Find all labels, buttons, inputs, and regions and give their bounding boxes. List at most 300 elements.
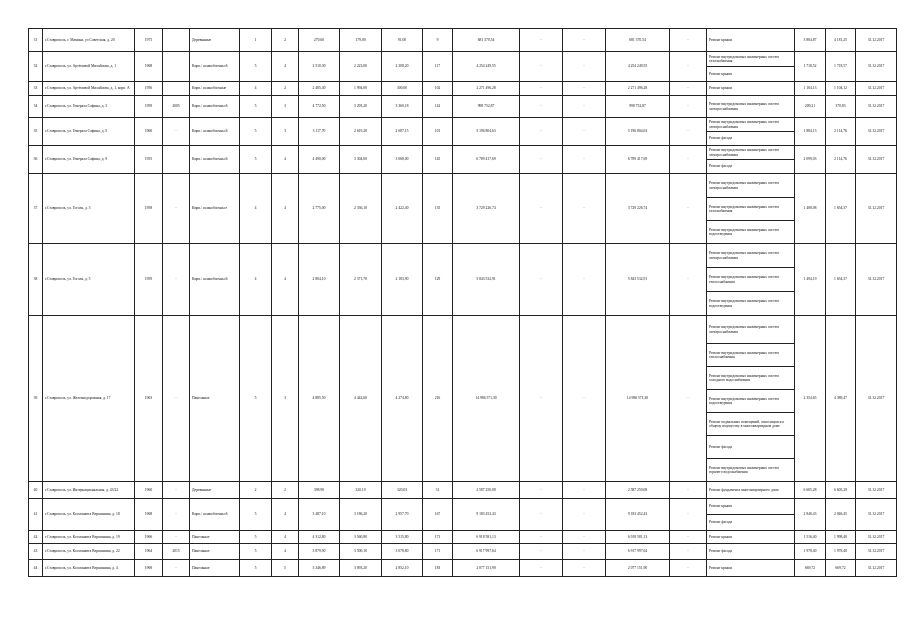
fund-source-3: 6 918 581,13 [606,531,670,544]
total-area: 4 312,80 [299,531,340,544]
total-area: 4 772,50 [299,96,340,118]
year-reconstruction: - [163,531,190,544]
fund-source-4: - [670,52,707,82]
max-unit-cost: 4 181,25 [826,29,856,52]
row-number: 35 [29,118,43,146]
completion-date: 31.12.2017 [856,174,897,244]
repair-cost-total: 2 077 151,90 [453,560,520,577]
table-row [29,544,897,560]
living-area: 3 500,10 [340,544,382,560]
area-owned: 2 957,70 [382,499,423,531]
fund-source-2: - [563,244,606,316]
completion-date: 31.12.2017 [856,499,897,531]
max-unit-cost: 669,72 [826,560,856,577]
year-reconstruction [163,29,190,52]
fund-source-3: 14 986 571,30 [606,316,670,482]
fund-source-1: - [520,146,563,174]
entrances: 5 [272,560,299,577]
table-row [29,560,897,577]
work-type: Ремонт внутридомовых инженерных систем водоотведения [707,221,795,244]
living-area: 3 093,20 [340,560,382,577]
work-type: Ремонт фасада [707,436,795,459]
max-unit-cost: 2 114,76 [826,118,856,146]
entrances: 4 [272,499,299,531]
address: г.Ставрополь, г. Мамина, ул Советская, д. 20 [43,29,135,52]
fund-source-4: - [670,29,707,52]
floors: 5 [240,52,272,82]
completion-date: 31.12.2017 [856,29,897,52]
table-row [29,482,897,499]
max-unit-cost: 6 605,29 [826,482,856,499]
living-area: 3 304,00 [340,146,382,174]
fund-source-2: - [563,316,606,482]
unit-cost: 1 408,08 [795,174,826,244]
year-reconstruction: - [163,499,190,531]
work-type: Ремонт фасада [707,160,795,174]
living-area: 179,00 [340,29,382,52]
fund-source-4: - [670,96,707,118]
work-type: Ремонт внутридомовых инженерных систем теплоснабжения [707,268,795,292]
repair-cost-total: 5 196 804,63 [453,118,520,146]
repair-cost-total: 2 587 250,08 [453,482,520,499]
completion-date: 31.12.2017 [856,82,897,96]
fund-source-1: - [520,174,563,244]
wall-material: Кирп./ шлакоблочные [190,82,240,96]
row-number: 40 [29,482,43,499]
repair-cost-total: 6 918 581,13 [453,531,520,544]
table-row [29,52,897,67]
residents: 9 [423,29,453,52]
repair-cost-total: 5 843 532,91 [453,244,520,316]
year-built: 1969 [135,560,163,577]
living-area: 1 994,00 [340,82,382,96]
wall-material: Панельные [190,531,240,544]
area-owned: 2 687,15 [382,118,423,146]
wall-material: Кирп./ шлакоблочны й [190,118,240,146]
floors: 2 [240,482,272,499]
table-row [29,118,897,132]
floors: 1 [240,29,272,52]
area-owned: 2 183,90 [382,244,423,316]
unit-cost: 1 718,52 [795,52,826,82]
work-type: Ремонт подвальных помещений, относящихся к общему имуществу в многоквартирном доме [707,413,795,436]
unit-cost: 1 884,13 [795,118,826,146]
repair-cost-total: 4 254 249,55 [453,52,520,82]
completion-date: 31.12.2017 [856,531,897,544]
total-area: 2 405,40 [299,82,340,96]
wall-material: Кирп./ шлакоблочны е [190,174,240,244]
living-area: 4 442,60 [340,316,382,482]
area-owned: 3 515,80 [382,531,423,544]
repair-cost-total: 14 986 571,30 [453,316,520,482]
table-row [29,244,897,268]
fund-source-2: - [563,96,606,118]
work-type: Ремонт внутридомовых инженерных систем водоотведения [707,292,795,316]
fund-source-2: - [563,544,606,560]
living-area: 3 186,20 [340,499,382,531]
work-type: Ремонт фундамента многоквартирного дома [707,482,795,499]
fund-source-1: - [520,544,563,560]
residents: 129 [423,244,453,316]
row-number: 32 [29,52,43,82]
fund-source-4: - [670,82,707,96]
fund-source-1: - [520,482,563,499]
total-area: 3 487,10 [299,499,340,531]
year-reconstruction: - [163,316,190,482]
row-number: 33 [29,82,43,96]
year-built: 1959 [135,244,163,316]
address: г.Ставрополь, ул. Космонавта Вершинина, д. 22 [43,544,135,560]
fund-source-1: - [520,316,563,482]
fund-source-2: - [563,482,606,499]
fund-source-1: - [520,82,563,96]
table-row [29,29,897,52]
entrances: 3 [272,96,299,118]
fund-source-4: - [670,499,707,531]
completion-date: 31.12.2017 [856,96,897,118]
completion-date: 31.12.2017 [856,146,897,174]
row-number: 41 [29,499,43,531]
address: г.Ставрополь, ул. Гоголя, д. 5 [43,244,135,316]
table-row [29,96,897,118]
row-number: 42 [29,531,43,544]
completion-date: 31.12.2017 [856,244,897,316]
total-area: 398,90 [299,482,340,499]
row-number: 39 [29,316,43,482]
work-type: Ремонт внутридомовых инженерных систем электроснабжения [707,146,795,160]
fund-source-1: - [520,531,563,544]
address: г.Ставрополь, ул. Артёмовой Михайлова, д. 1, корп. А [43,82,135,96]
fund-source-1: - [520,244,563,316]
residents: 167 [423,499,453,531]
completion-date: 31.12.2017 [856,560,897,577]
area-owned: 4 274,80 [382,316,423,482]
fund-source-2: - [563,499,606,531]
fund-source-1: - [520,29,563,52]
document-sheet [28,28,885,577]
entrances: 4 [272,544,299,560]
year-built: 1963 [135,316,163,482]
residents: 171 [423,531,453,544]
repair-cost-total: 998 752,87 [453,96,520,118]
unit-cost: 1 104,13 [795,82,826,96]
repair-cost-total: 9 183 452,43 [453,499,520,531]
total-area: 3 117,70 [299,118,340,146]
address: г.Ставрополь, ул. Космонавта Вершинина, д. 18 [43,499,135,531]
total-area: 4 885,50 [299,316,340,482]
repair-program-table [28,28,897,577]
row-number: 31 [29,29,43,52]
entrances: 4 [272,146,299,174]
work-type: Ремонт крыши [707,29,795,52]
unit-cost: 2 354,65 [795,316,826,482]
year-reconstruction [163,146,190,174]
work-type: Ремонт внутридомовых инженерных систем холодного водоснабжения [707,367,795,390]
year-reconstruction: - [163,482,190,499]
repair-cost-total: 6 917 997,64 [453,544,520,560]
work-type: Ремонт фасада [707,515,795,531]
entrances: 4 [272,531,299,544]
fund-source-3: 6 917 997,64 [606,544,670,560]
wall-material: Деревянные [190,29,240,52]
work-type: Ремонт внутридомовых инженерных систем электроснабжения [707,118,795,132]
repair-cost-total: 681 370,54 [453,29,520,52]
address: г.Ставрополь, ул. Интернациональная, д. 43/22 [43,482,135,499]
address: г.Ставрополь, ул. Гоголя, д. 3 [43,174,135,244]
unit-cost: 1 978,40 [795,544,826,560]
year-built: 1958 [135,174,163,244]
fund-source-3: 3 729 226,74 [606,174,670,244]
fund-source-1: - [520,52,563,82]
year-built: 1966 [135,531,163,544]
row-number: 43 [29,544,43,560]
work-type: Ремонт внутридомовых инженерных систем газоснабжения [707,52,795,67]
floors: 4 [240,244,272,316]
wall-material: Кирп./ шлакоблочны й [190,146,240,174]
area-owned: 3 360,18 [382,96,423,118]
fund-source-4: - [670,244,707,316]
residents: 117 [423,52,453,82]
max-unit-cost: 4 389,47 [826,316,856,482]
year-built: 1975 [135,29,163,52]
year-reconstruction: - [163,174,190,244]
floors: 4 [240,82,272,96]
unit-cost: 209,21 [795,96,826,118]
work-type: Ремонт внутридомовых инженерных систем газоснабжения [707,198,795,221]
work-type: Ремонт крыши [707,67,795,82]
wall-material: Кирп./ шлакоблочны й [190,244,240,316]
fund-source-1: - [520,560,563,577]
completion-date: 31.12.2017 [856,482,897,499]
max-unit-cost: 1 654,37 [826,244,856,316]
fund-source-1: - [520,499,563,531]
year-reconstruction: - [163,560,190,577]
area-owned: 2 852,10 [382,560,423,577]
entrances: 3 [272,316,299,482]
total-area: 2 775,00 [299,174,340,244]
repair-cost-total: 3 729 226,74 [453,174,520,244]
fund-source-3: 9 183 452,43 [606,499,670,531]
table-row [29,316,897,344]
floors: 5 [240,316,272,482]
fund-source-4: - [670,560,707,577]
wall-material: Панельные [190,544,240,560]
repair-cost-total: 6 789 417,69 [453,146,520,174]
max-unit-cost: 1 104,12 [826,82,856,96]
entrances: 3 [272,118,299,146]
fund-source-3: 2 271 496,28 [606,82,670,96]
max-unit-cost: 1 654,37 [826,174,856,244]
work-type: Ремонт фасада [707,132,795,146]
address: г.Ставрополь, ул. Генерала Сафина, д. 3 [43,96,135,118]
floors: 5 [240,96,272,118]
table-row [29,531,897,544]
total-area: 270,60 [299,29,340,52]
work-type: Ремонт внутридомовых инженерных систем электроснабжения [707,244,795,268]
fund-source-4: - [670,174,707,244]
entrances: 2 [272,482,299,499]
fund-source-4: - [670,316,707,482]
fund-source-2: - [563,174,606,244]
living-area: 2 336,10 [340,174,382,244]
fund-source-3: 5 196 804,63 [606,118,670,146]
unit-cost: 6 605,28 [795,482,826,499]
fund-source-2: - [563,560,606,577]
unit-cost: 1 516,40 [795,531,826,544]
year-built: 1959 [135,96,163,118]
year-reconstruction [163,52,190,82]
address: г.Ставрополь, ул. Генерала Сафина, д. 5 [43,118,135,146]
entrances: 2 [272,82,299,96]
total-area: 2 804,10 [299,244,340,316]
living-area: 2 223,00 [340,52,382,82]
total-area: 2 510,30 [299,52,340,82]
work-type: Ремонт крыши [707,82,795,96]
fund-source-1: - [520,96,563,118]
unit-cost: 3 804,87 [795,29,826,52]
completion-date: 31.12.2017 [856,52,897,82]
table-row [29,146,897,160]
row-number: 44 [29,560,43,577]
fund-source-4: - [670,482,707,499]
entrances: 2 [272,29,299,52]
year-built: 1960 [135,118,163,146]
entrances: 4 [272,244,299,316]
fund-source-4: - [670,118,707,146]
work-type: Ремонт крыши [707,499,795,515]
residents: 31 [423,482,453,499]
fund-source-2: - [563,29,606,52]
unit-cost: 2 099,03 [795,146,826,174]
work-type: Ремонт внутридомовых инженерных систем электроснабжения [707,96,795,118]
floors: 5 [240,118,272,146]
table-row [29,174,897,198]
floors: 5 [240,146,272,174]
row-number: 38 [29,244,43,316]
floors: 5 [240,560,272,577]
table-row [29,82,897,96]
total-area: 4 490,00 [299,146,340,174]
fund-source-2: - [563,52,606,82]
max-unit-cost: 2 846,45 [826,499,856,531]
residents: 102 [423,82,453,96]
year-built: 1964 [135,544,163,560]
area-owned: 2 422,40 [382,174,423,244]
living-area: 320,10 [340,482,382,499]
max-unit-cost: 1 718,57 [826,52,856,82]
work-type: Ремонт внутридомовых инженерных систем горячего водоснабжения [707,459,795,482]
wall-material: Кирп./ шлакоблочны й [190,96,240,118]
max-unit-cost: 1 998,40 [826,531,856,544]
address: г.Ставрополь, ул. Космонавта Вершинина, д. 4 [43,560,135,577]
fund-source-2: - [563,82,606,96]
floors: 5 [240,499,272,531]
fund-source-3: 5 843 532,91 [606,244,670,316]
floors: 4 [240,174,272,244]
year-reconstruction: 2005 [163,96,190,118]
entrances: 4 [272,174,299,244]
address: г.Ставрополь, ул. Артёмовой Михайлова, д. 1 [43,52,135,82]
year-reconstruction: 2015 [163,544,190,560]
row-number: 36 [29,146,43,174]
repair-cost-total: 2 271 496,28 [453,82,520,96]
wall-material: Деревянные [190,482,240,499]
living-area: 2 619,20 [340,118,382,146]
total-area: 3 346,89 [299,560,340,577]
fund-source-2: - [563,531,606,544]
floors: 5 [240,531,272,544]
work-type: Ремонт внутридомовых инженерных систем теплоснабжения [707,344,795,367]
completion-date: 31.12.2017 [856,316,897,482]
year-reconstruction [163,82,190,96]
fund-source-2: - [563,146,606,174]
wall-material: Кирп./ шлакоблочны й [190,52,240,82]
residents: 145 [423,146,453,174]
area-owned: 3 068,00 [382,146,423,174]
living-area: 2 371,70 [340,244,382,316]
work-type: Ремонт крыши [707,560,795,577]
fund-source-3: 2 077 151,90 [606,560,670,577]
year-built: 1955 [135,146,163,174]
residents: 101 [423,118,453,146]
year-reconstruction: - [163,118,190,146]
wall-material: Панельные [190,560,240,577]
row-number: 34 [29,96,43,118]
row-number: 37 [29,174,43,244]
fund-source-4: - [670,146,707,174]
residents: 142 [423,96,453,118]
area-owned: 91,00 [382,29,423,52]
max-unit-cost: 370,83 [826,96,856,118]
table-row [29,499,897,515]
living-area: 3 560,80 [340,531,382,544]
wall-material: Кирп./ шлакоблочны й [190,499,240,531]
work-type: Ремонт крыши [707,531,795,544]
entrances: 4 [272,52,299,82]
fund-source-3: 6 789 417,69 [606,146,670,174]
fund-source-1: - [520,118,563,146]
address: г.Ставрополь, ул. Генерала Сафина, д. 9 [43,146,135,174]
area-owned: 300,00 [382,82,423,96]
area-owned: 320,03 [382,482,423,499]
max-unit-cost: 2 114,76 [826,146,856,174]
residents: 183 [423,560,453,577]
unit-cost: 2 846,43 [795,499,826,531]
fund-source-3: 998 752,87 [606,96,670,118]
year-built: 1968 [135,52,163,82]
year-reconstruction: - [163,244,190,316]
work-type: Ремонт внутридомовых инженерных систем электроснабжения [707,174,795,198]
unit-cost: 1 494,19 [795,244,826,316]
work-type: Ремонт фасада [707,544,795,560]
total-area: 3 879,90 [299,544,340,560]
work-type: Ремонт внутридомовых инженерных систем водоотведения [707,390,795,413]
fund-source-2: - [563,118,606,146]
fund-source-4: - [670,544,707,560]
residents: 216 [423,316,453,482]
residents: 135 [423,174,453,244]
completion-date: 31.12.2017 [856,544,897,560]
year-built: 1960 [135,482,163,499]
max-unit-cost: 1 978,40 [826,544,856,560]
unit-cost: 669,72 [795,560,826,577]
wall-material: Панельные [190,316,240,482]
residents: 171 [423,544,453,560]
year-built: 1956 [135,82,163,96]
fund-source-3: 2 587 250,08 [606,482,670,499]
area-owned: 2 308,20 [382,52,423,82]
living-area: 3 293,20 [340,96,382,118]
